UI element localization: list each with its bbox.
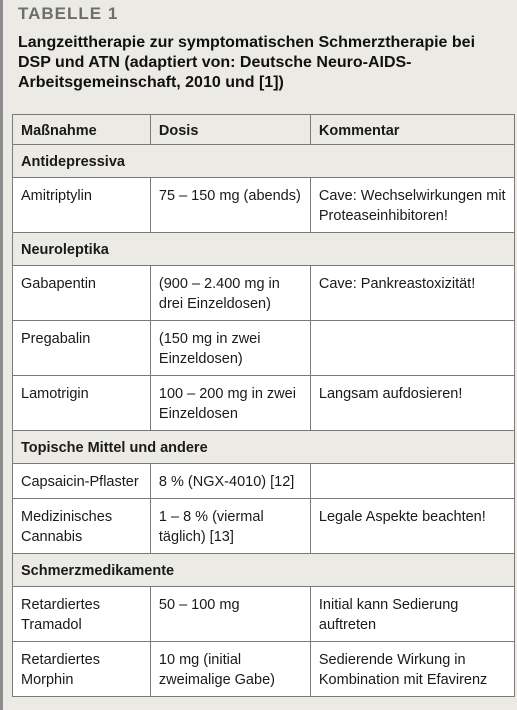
cell-dosis: (900 – 2.400 mg in drei Einzeldosen) — [150, 266, 310, 321]
column-header-massnahme: Maßnahme — [13, 115, 151, 145]
cell-dosis: 1 – 8 % (viermal täglich) [13] — [150, 499, 310, 554]
cell-dosis: 10 mg (initial zweimalige Gabe) — [150, 642, 310, 697]
cell-kommentar: Langsam aufdosieren! — [310, 376, 514, 431]
cell-dosis: (150 mg in zwei Einzeldosen) — [150, 321, 310, 376]
cell-massnahme: Lamotrigin — [13, 376, 151, 431]
cell-dosis: 100 – 200 mg in zwei Einzeldosen — [150, 376, 310, 431]
table-row — [13, 321, 515, 376]
cell-kommentar — [310, 464, 514, 499]
column-header-dosis: Dosis — [150, 115, 310, 145]
table-row — [13, 587, 515, 642]
left-rule — [0, 0, 3, 710]
cell-kommentar: Legale Aspekte beachten! — [310, 499, 514, 554]
cell-kommentar: Initial kann Sedierung auftreten — [310, 587, 514, 642]
section-row — [13, 233, 515, 266]
section-row — [13, 145, 515, 178]
section-row — [13, 554, 515, 587]
table-row — [13, 642, 515, 697]
cell-dosis: 8 % (NGX-4010) [12] — [150, 464, 310, 499]
cell-massnahme: Medizinisches Cannabis — [13, 499, 151, 554]
section-title-antidepressiva: Antidepressiva — [13, 145, 515, 178]
section-title-topische-mittel: Topische Mittel und andere — [13, 431, 515, 464]
table-row — [13, 376, 515, 431]
header-row — [13, 115, 515, 145]
cell-kommentar — [310, 321, 514, 376]
cell-kommentar: Sedierende Wirkung in Kombination mit Efavirenz — [310, 642, 514, 697]
section-row — [13, 431, 515, 464]
cell-massnahme: Pregabalin — [13, 321, 151, 376]
cell-dosis: 50 – 100 mg — [150, 587, 310, 642]
column-header-kommentar: Kommentar — [310, 115, 514, 145]
table-caption: Langzeittherapie zur symptomatischen Schmerztherapie bei DSP und ATN (adaptiert von: Deutsche Neuro-AIDS-Arbeitsgemeinschaft, 2010 und [1]) — [18, 34, 476, 91]
cell-massnahme: Capsaicin-Pflaster — [13, 464, 151, 499]
cell-kommentar: Cave: Wechselwirkungen mit Proteaseinhibitoren! — [310, 178, 514, 233]
cell-dosis: 75 – 150 mg (abends) — [150, 178, 310, 233]
section-title-neuroleptika: Neuroleptika — [13, 233, 515, 266]
cell-massnahme: Retardiertes Morphin — [13, 642, 151, 697]
table-row — [13, 499, 515, 554]
table-row — [13, 178, 515, 233]
cell-massnahme: Amitriptylin — [13, 178, 151, 233]
therapy-table — [12, 114, 515, 697]
table-row — [13, 266, 515, 321]
table-label: TABELLE 1 — [18, 4, 119, 23]
cell-kommentar: Cave: Pankreastoxizität! — [310, 266, 514, 321]
cell-massnahme: Retardiertes Tramadol — [13, 587, 151, 642]
cell-massnahme: Gabapentin — [13, 266, 151, 321]
table-row — [13, 464, 515, 499]
section-title-schmerzmedikamente: Schmerzmedikamente — [13, 554, 515, 587]
